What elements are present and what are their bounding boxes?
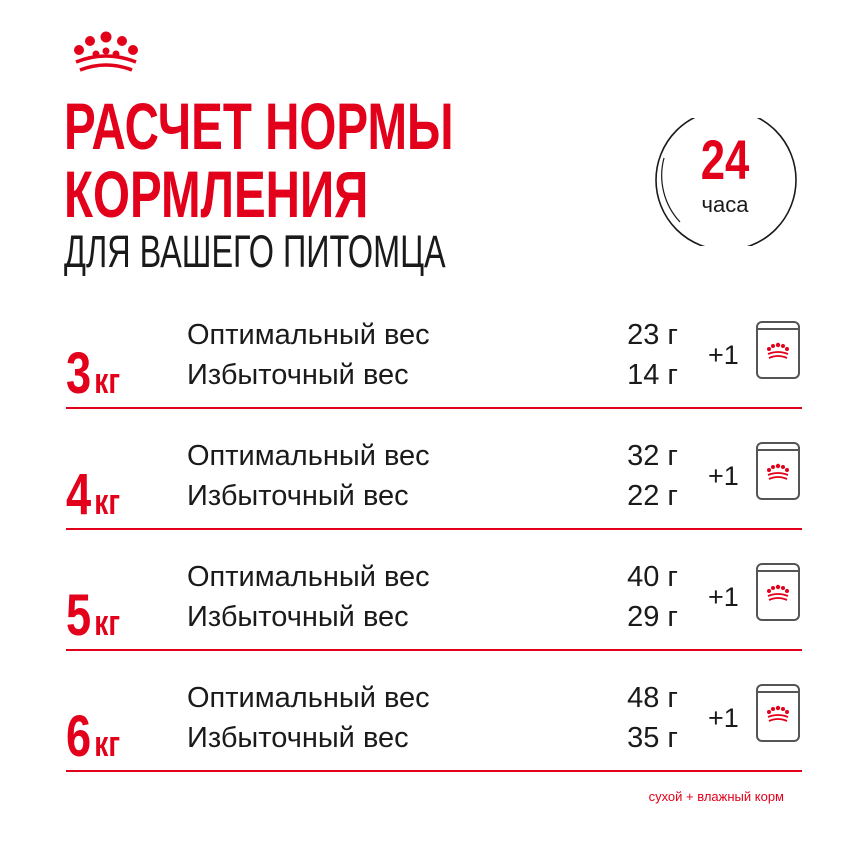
wet-food-pouch-icon [755,316,801,380]
plus-one-label: +1 [708,461,739,491]
weight-label [66,342,120,413]
optimal-weight-value: 23 г [627,319,678,351]
weight-label [66,584,120,655]
wet-food-pouch-icon [755,558,801,622]
weight-unit: кг [94,723,121,764]
row-divider [66,407,802,409]
optimal-weight-label: Оптимальный вес [187,682,430,714]
weight-value: 6 [66,704,92,769]
crown-logo-icon [68,28,144,74]
badge-unit: часа [701,192,749,217]
plus-one-label: +1 [708,703,739,733]
footnote: сухой + влажный корм [648,789,784,804]
page-subtitle: ДЛЯ ВАШЕГО ПИТОМЦА [64,226,446,277]
plus-one-label: +1 [708,340,739,370]
overweight-label: Избыточный вес [187,601,409,633]
row-divider [66,528,802,530]
weight-value: 3 [66,341,92,406]
badge-value: 24 [700,128,750,191]
title-line-1: РАСЧЕТ НОРМЫ [64,89,454,163]
title-line-2: КОРМЛЕНИЯ [64,157,369,231]
optimal-weight-label: Оптимальный вес [187,319,430,351]
overweight-value: 14 г [627,359,678,391]
optimal-weight-value: 32 г [627,440,678,472]
weight-label [66,705,120,776]
overweight-value: 35 г [627,722,678,754]
feeding-row-4kg [0,437,866,557]
row-divider [66,770,802,772]
daily-badge [650,118,800,246]
weight-unit: кг [94,602,121,643]
optimal-weight-label: Оптимальный вес [187,440,430,472]
feeding-row-3kg [0,316,866,436]
overweight-label: Избыточный вес [187,359,409,391]
optimal-weight-label: Оптимальный вес [187,561,430,593]
row-divider [66,649,802,651]
page-title [64,89,454,231]
overweight-value: 22 г [627,480,678,512]
overweight-value: 29 г [627,601,678,633]
weight-unit: кг [94,481,121,522]
weight-value: 4 [66,462,92,527]
weight-label [66,463,120,534]
weight-unit: кг [94,360,121,401]
weight-value: 5 [66,583,92,648]
plus-one-label: +1 [708,582,739,612]
overweight-label: Избыточный вес [187,480,409,512]
wet-food-pouch-icon [755,679,801,743]
feeding-row-6kg [0,679,866,799]
optimal-weight-value: 40 г [627,561,678,593]
overweight-label: Избыточный вес [187,722,409,754]
wet-food-pouch-icon [755,437,801,501]
feeding-row-5kg [0,558,866,678]
optimal-weight-value: 48 г [627,682,678,714]
